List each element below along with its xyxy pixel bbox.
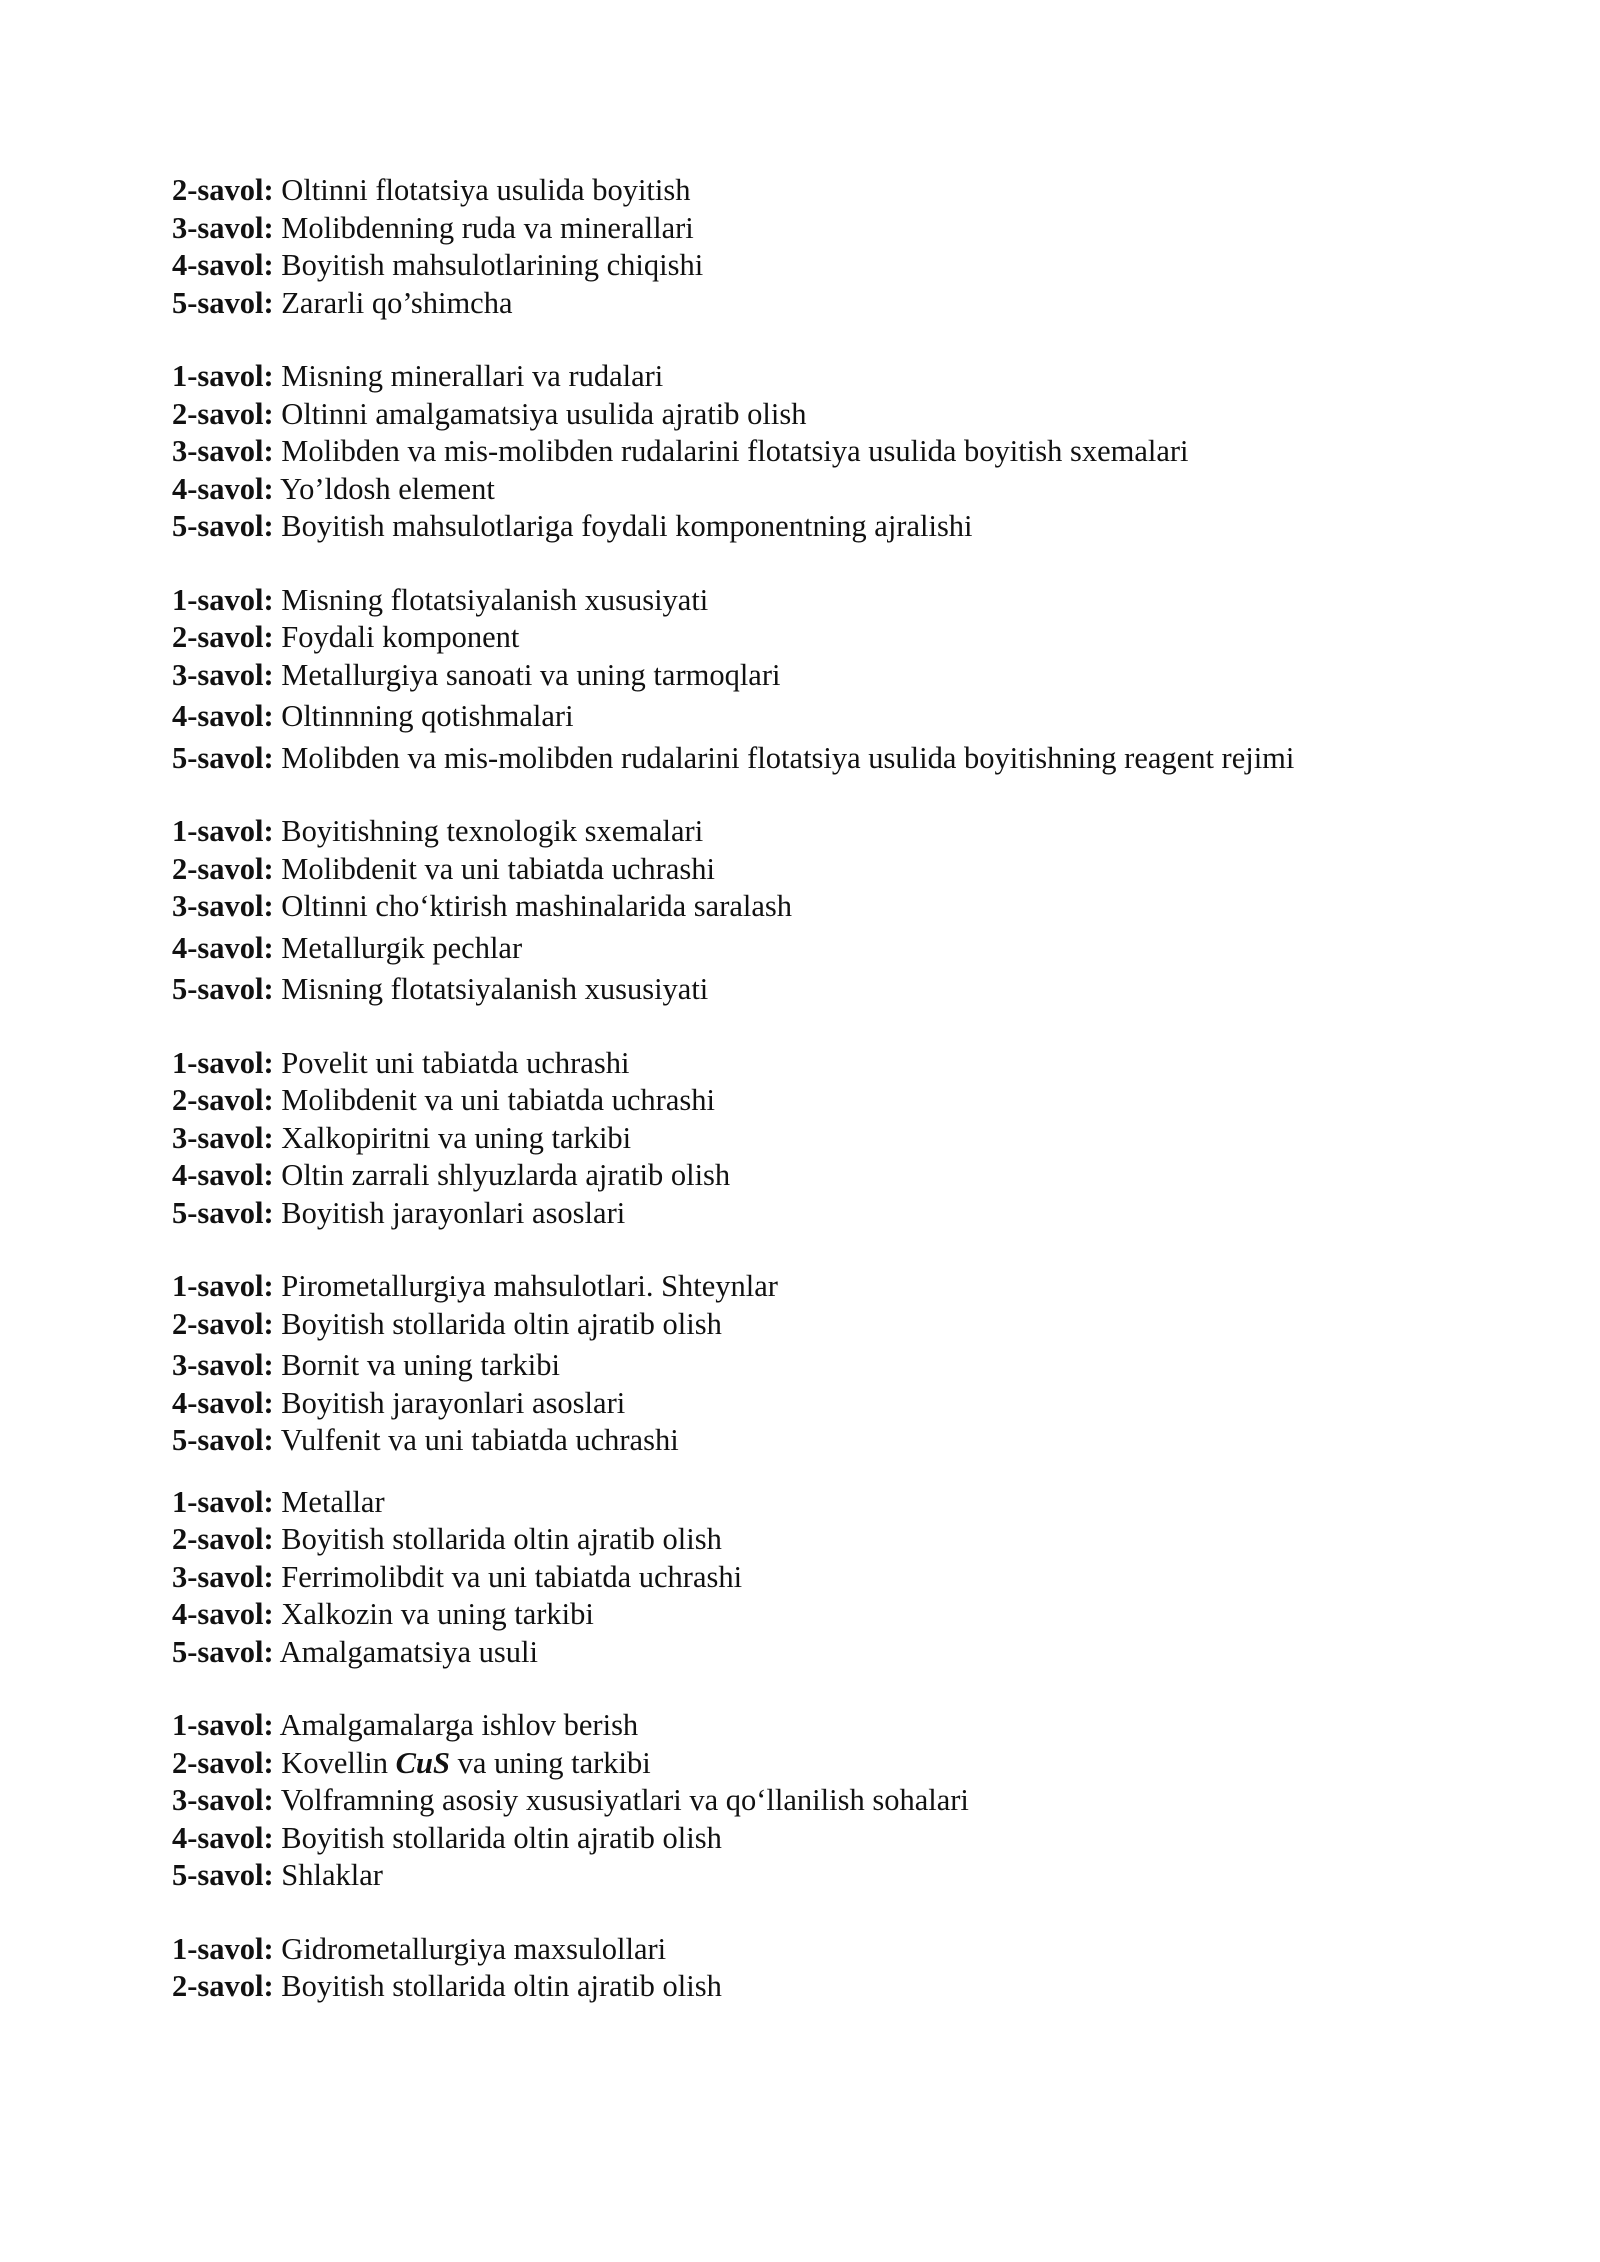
- question-text: Volframning asosiy xususiyatlari va qo‘llanilish sohalari: [273, 1783, 969, 1817]
- question-text: Oltinni flotatsiya usulida boyitish: [273, 173, 691, 207]
- question-number: 5-savol:: [172, 1423, 274, 1457]
- question-line: [172, 358, 1472, 396]
- question-number: 2-savol:: [172, 1306, 274, 1341]
- question-text: Oltinni amalgamatsiya usulida ajratib olish: [273, 396, 807, 431]
- question-line: [172, 1422, 1472, 1460]
- question-line: [172, 1306, 1472, 1344]
- question-line: [172, 1521, 1472, 1559]
- question-number: 5-savol:: [172, 740, 274, 775]
- question-text: Amalgamatsiya usuli: [273, 1634, 538, 1669]
- question-line: [172, 471, 1472, 509]
- question-line: [172, 508, 1472, 546]
- question-text: Shlaklar: [273, 1858, 383, 1892]
- question-number: 4-savol:: [172, 248, 274, 282]
- question-line: [172, 1157, 1472, 1195]
- question-line: [172, 1745, 1472, 1783]
- question-text: Povelit uni tabiatda uchrashi: [273, 1045, 630, 1080]
- question-number: 1-savol:: [172, 1484, 274, 1519]
- question-text: Misning flotatsiyalanish xususiyati: [273, 582, 709, 617]
- question-text: Boyitish stollarida oltin ajratib olish: [273, 1522, 722, 1556]
- question-group: [172, 172, 1472, 322]
- question-line: [172, 1195, 1472, 1233]
- question-number: 2-savol:: [172, 173, 274, 207]
- question-text: Oltin zarrali shlyuzlarda ajratib olish: [273, 1158, 731, 1192]
- question-number: 4-savol:: [172, 1597, 274, 1631]
- question-text: Boyitish jarayonlari asoslari: [273, 1195, 626, 1230]
- question-line: [172, 582, 1472, 620]
- question-line: [172, 619, 1472, 657]
- question-number: 5-savol:: [172, 285, 274, 320]
- question-number: 4-savol:: [172, 930, 274, 965]
- question-number: 1-savol:: [172, 1708, 274, 1742]
- question-number: 3-savol:: [172, 889, 274, 923]
- question-line: [172, 396, 1472, 434]
- question-text: Xalkopiritni va uning tarkibi: [273, 1120, 632, 1155]
- question-group: [172, 813, 1472, 1009]
- question-line: [172, 1707, 1472, 1745]
- question-line: [172, 851, 1472, 889]
- question-number: 4-savol:: [172, 1820, 274, 1855]
- document-page: [172, 172, 1472, 2006]
- question-text: Foydali komponent: [273, 620, 520, 654]
- question-number: 5-savol:: [172, 1195, 274, 1230]
- question-number: 3-savol:: [172, 1120, 274, 1155]
- question-text: Vulfenit va uni tabiatda uchrashi: [273, 1423, 679, 1457]
- question-text: Misning minerallari va rudalari: [273, 359, 664, 393]
- question-number: 5-savol:: [172, 509, 274, 543]
- question-line: [172, 1559, 1472, 1597]
- question-number: 3-savol:: [172, 657, 274, 692]
- question-number: 1-savol:: [172, 1045, 274, 1080]
- question-number: 1-savol:: [172, 359, 274, 393]
- question-text: Metallurgik pechlar: [273, 930, 523, 965]
- question-group: [172, 1707, 1472, 1895]
- question-line: [172, 1120, 1472, 1158]
- question-text: Metallurgiya sanoati va uning tarmoqlari: [273, 657, 781, 692]
- question-text: Boyitishning texnologik sxemalari: [273, 814, 704, 848]
- question-number: 3-savol:: [172, 434, 274, 468]
- question-text-continued: va uning tarkibi: [449, 1745, 651, 1780]
- question-text: Bornit va uning tarkibi: [273, 1348, 560, 1382]
- question-line: [172, 740, 1472, 778]
- question-text: Boyitish mahsulotlarining chiqishi: [273, 248, 704, 282]
- question-line: [172, 247, 1472, 285]
- question-text: Oltinnning qotishmalari: [273, 699, 574, 733]
- question-line: [172, 433, 1472, 471]
- question-number: 5-savol:: [172, 1634, 274, 1669]
- question-number: 3-savol:: [172, 1783, 274, 1817]
- question-number: 4-savol:: [172, 1158, 274, 1192]
- question-text: Molibdenit va uni tabiatda uchrashi: [273, 851, 715, 886]
- question-text: Kovellin: [273, 1745, 396, 1780]
- question-line: [172, 698, 1472, 736]
- question-number: 2-savol:: [172, 1083, 274, 1117]
- question-text: Oltinni cho‘ktirish mashinalarida saralash: [273, 889, 793, 923]
- question-text: Boyitish stollarida oltin ajratib olish: [273, 1969, 722, 2003]
- question-text: Pirometallurgiya mahsulotlari. Shteynlar: [273, 1269, 778, 1303]
- question-number: 4-savol:: [172, 471, 274, 506]
- question-text: Boyitish stollarida oltin ajratib olish: [273, 1820, 722, 1855]
- question-group: [172, 1484, 1472, 1672]
- question-number: 1-savol:: [172, 1269, 274, 1303]
- question-text: Yo’ldosh element: [273, 471, 495, 506]
- question-line: [172, 1931, 1472, 1969]
- question-number: 3-savol:: [172, 1348, 274, 1382]
- question-text: Boyitish jarayonlari asoslari: [273, 1385, 626, 1420]
- question-line: [172, 888, 1472, 926]
- question-number: 4-savol:: [172, 1385, 274, 1420]
- question-number: 1-savol:: [172, 582, 274, 617]
- question-line: [172, 1968, 1472, 2006]
- question-text: Metallar: [273, 1484, 385, 1519]
- question-text: Misning flotatsiyalanish xususiyati: [273, 972, 709, 1006]
- question-number: 1-savol:: [172, 814, 274, 848]
- question-line: [172, 210, 1472, 248]
- question-line: [172, 657, 1472, 695]
- question-group: [172, 358, 1472, 546]
- question-number: 3-savol:: [172, 1559, 274, 1594]
- question-number: 4-savol:: [172, 699, 274, 733]
- question-number: 2-savol:: [172, 620, 274, 654]
- question-line: [172, 172, 1472, 210]
- question-line: [172, 1082, 1472, 1120]
- question-text: Ferrimolibdit va uni tabiatda uchrashi: [273, 1559, 743, 1594]
- question-number: 2-savol:: [172, 1745, 274, 1780]
- question-number: 3-savol:: [172, 210, 274, 245]
- question-number: 1-savol:: [172, 1931, 274, 1966]
- question-line: [172, 1045, 1472, 1083]
- question-line: [172, 1782, 1472, 1820]
- question-line: [172, 971, 1472, 1009]
- question-group: [172, 1045, 1472, 1233]
- question-number: 2-savol:: [172, 851, 274, 886]
- question-line: [172, 1857, 1472, 1895]
- question-number: 2-savol:: [172, 1522, 274, 1556]
- question-text: Gidrometallurgiya maxsulollari: [273, 1931, 667, 1966]
- question-line: [172, 1385, 1472, 1423]
- question-text: Molibdenning ruda va minerallari: [273, 210, 694, 245]
- question-number: 5-savol:: [172, 972, 274, 1006]
- question-line: [172, 1484, 1472, 1522]
- chemical-formula: CuS: [395, 1745, 450, 1780]
- question-text: Boyitish stollarida oltin ajratib olish: [273, 1306, 722, 1341]
- question-number: 2-savol:: [172, 396, 274, 431]
- question-line: [172, 930, 1472, 968]
- question-number: 5-savol:: [172, 1858, 274, 1892]
- question-text: Molibden va mis-molibden rudalarini flotatsiya usulida boyitish sxemalari: [273, 434, 1189, 468]
- question-line: [172, 813, 1472, 851]
- question-text: Molibden va mis-molibden rudalarini flotatsiya usulida boyitishning reagent rejimi: [273, 740, 1295, 775]
- question-group: [172, 1268, 1472, 1460]
- question-text: Zararli qo’shimcha: [273, 285, 513, 320]
- question-line: [172, 1268, 1472, 1306]
- question-line: [172, 1347, 1472, 1385]
- question-line: [172, 1820, 1472, 1858]
- question-text: Amalgamalarga ishlov berish: [273, 1708, 639, 1742]
- question-number: 2-savol:: [172, 1969, 274, 2003]
- question-line: [172, 285, 1472, 323]
- question-line: [172, 1596, 1472, 1634]
- question-text: Boyitish mahsulotlariga foydali komponentning ajralishi: [273, 509, 973, 543]
- question-text: Molibdenit va uni tabiatda uchrashi: [273, 1083, 715, 1117]
- question-group: [172, 582, 1472, 778]
- question-line: [172, 1634, 1472, 1672]
- question-group: [172, 1931, 1472, 2006]
- question-text: Xalkozin va uning tarkibi: [273, 1597, 594, 1631]
